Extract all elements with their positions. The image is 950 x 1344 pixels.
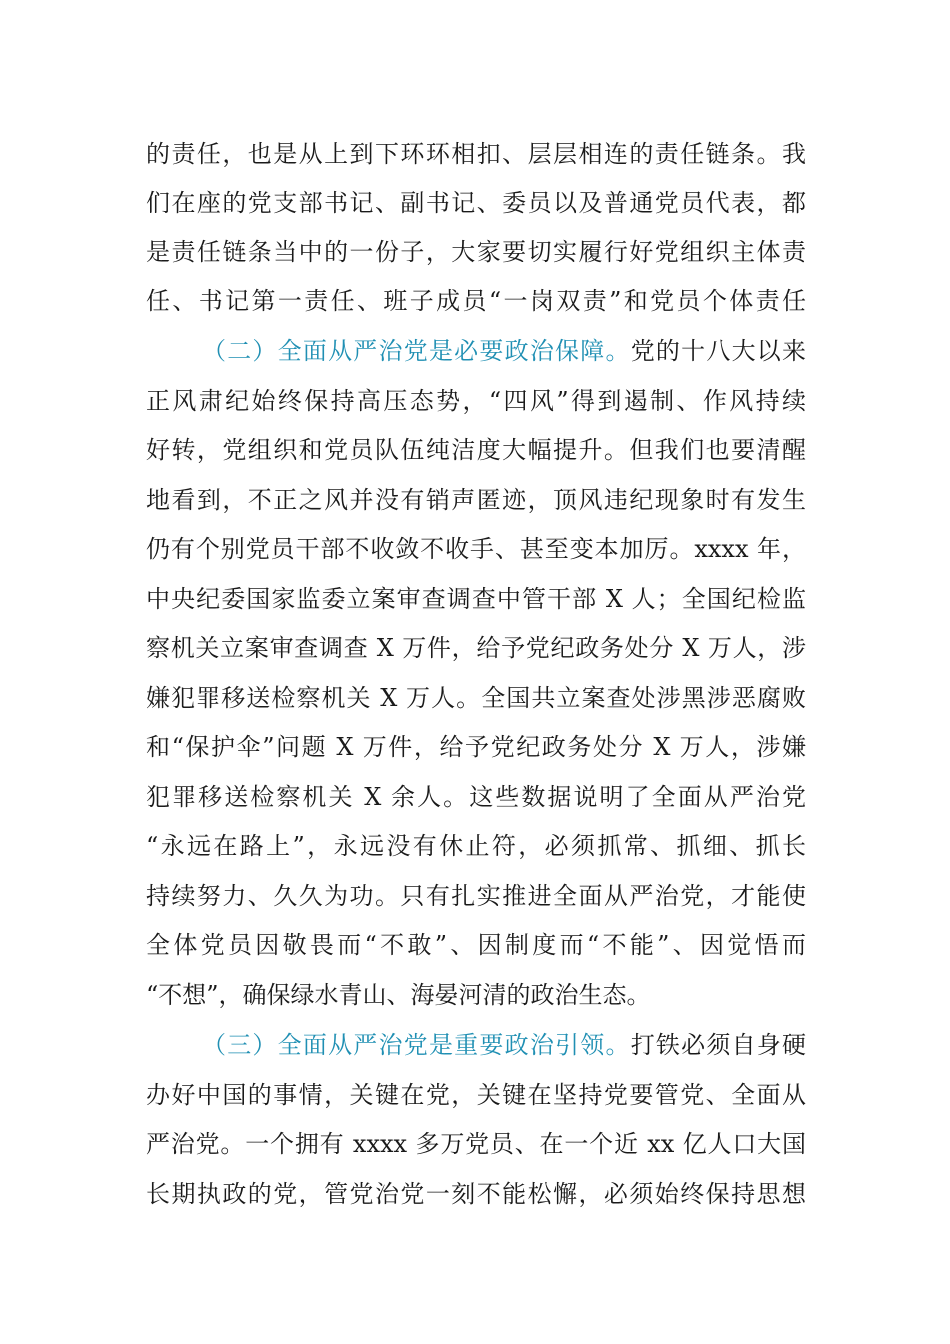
body-line: 是责任链条当中的一份子，大家要切实履行好党组织主体责 — [146, 238, 806, 266]
body-line: 办好中国的事情，关键在党，关键在坚持党要管党、全面从 — [146, 1081, 806, 1109]
body-line: 中央纪委国家监委立案审查调查中管干部 X 人；全国纪检监 — [146, 585, 806, 613]
body-line: 察机关立案审查调查 X 万件，给予党纪政务处分 X 万人，涉 — [146, 634, 806, 662]
body-line: 好转，党组织和党员队伍纯洁度大幅提升。但我们也要清醒 — [146, 436, 806, 464]
body-line: 仍有个别党员干部不收敛不收手、甚至变本加厉。xxxx 年， — [146, 535, 806, 563]
body-line: 的责任，也是从上到下环环相扣、层层相连的责任链条。我 — [146, 140, 806, 168]
section-heading: （二）全面从严治党是必要政治保障。 — [202, 337, 631, 365]
body-line: 和“保护伞”问题 X 万件，给予党纪政务处分 X 万人，涉嫌 — [146, 733, 806, 761]
body-line: 地看到，不正之风并没有销声匿迹，顶风违纪现象时有发生 — [146, 486, 806, 514]
body-line: “永远在路上”，永远没有休止符，必须抓常、抓细、抓长 — [146, 832, 806, 860]
body-line: 犯罪移送检察机关 X 余人。这些数据说明了全面从严治党 — [146, 783, 806, 811]
body-text: 党的十八大以来 — [630, 337, 807, 365]
body-line: 严治党。一个拥有 xxxx 多万党员、在一个近 xx 亿人口大国 — [146, 1130, 806, 1158]
body-line: 长期执政的党，管党治党一刻不能松懈，必须始终保持思想 — [146, 1180, 806, 1208]
body-line: 嫌犯罪移送检察机关 X 万人。全国共立案查处涉黑涉恶腐败 — [146, 684, 806, 712]
section-heading-line — [202, 1025, 806, 1065]
section-heading: （三）全面从严治党是重要政治引领。 — [202, 1031, 631, 1059]
body-line: “不想”，确保绿水青山、海晏河清的政治生态。 — [146, 981, 651, 1009]
body-text: 打铁必须自身硬 — [630, 1031, 807, 1059]
body-line: 任、书记第一责任、班子成员“一岗双责”和党员个体责任 — [146, 287, 806, 315]
body-line: 们在座的党支部书记、副书记、委员以及普通党员代表，都 — [146, 189, 806, 217]
section-heading-line — [202, 331, 806, 371]
body-line: 持续努力、久久为功。只有扎实推进全面从严治党，才能使 — [146, 882, 806, 910]
body-line: 正风肃纪始终保持高压态势，“四风”得到遏制、作风持续 — [146, 387, 806, 415]
body-line: 全体党员因敬畏而“不敢”、因制度而“不能”、因觉悟而 — [146, 931, 806, 959]
